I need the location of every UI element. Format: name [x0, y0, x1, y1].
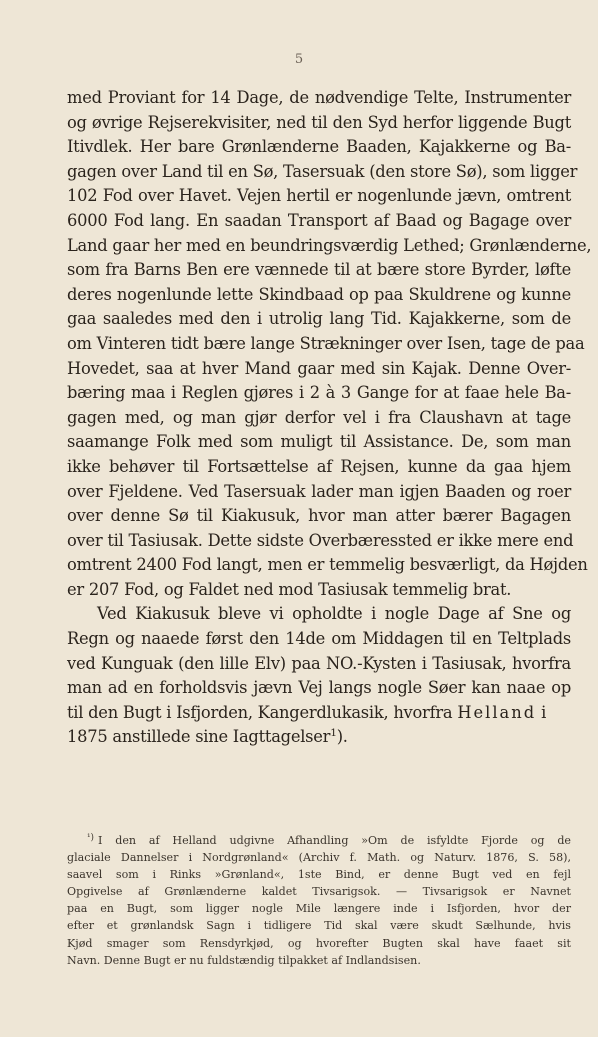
text-line: deres nogenlunde lette Skindbaad op paa Skuldrene og kunne [67, 284, 571, 304]
footnote-line: Kjød smager som Rensdyrkjød, og hvorefter Bugten skal have faaet sit [67, 936, 571, 950]
text-line: over Fjeldene. Ved Tasersuak lader man igjen Baaden og roer [67, 481, 571, 501]
text-line: Land gaar her med en beundringsværdig Lethed; Grønlænderne, [67, 235, 592, 255]
text-run: til den Bugt i Isfjorden, Kangerdlukasik, hvorfra [67, 702, 453, 722]
text-line: over denne Sø til Kiakusuk, hvor man atter bærer Bagagen [67, 506, 571, 526]
text-line: med Proviant for 14 Dage, de nødvendige Telte, Instrumenter [67, 88, 571, 107]
text-run: 1875 anstillede sine Iagttagelser [67, 727, 331, 747]
text-line: man ad en forholdsvis jævn Vej langs nogle Søer kan naae op [67, 678, 571, 698]
text-run: ). [336, 727, 348, 747]
author-name: Helland [457, 702, 537, 722]
footnote-line [67, 832, 571, 849]
footnote-line: Opgivelse af Grønlænderne kaldet Tivsarigsok. — Tivsarigsok er Navnet [67, 885, 571, 899]
footnote-reference: 1 [330, 727, 337, 740]
text-line: Regn og naaede først den 14de om Middagen til en Teltplads [67, 629, 571, 649]
text-line: ved Kunguak (den lille Elv) paa NO.-Kysten i Tasiusak, hvorfra [67, 653, 571, 673]
text-line: om Vinteren tidt bære lange Strækninger over Isen, tage de paa [67, 333, 585, 353]
footnote-line: efter et grønlandsk Sagn i tidligere Tid skal være skudt Sælhunde, hvis [67, 919, 571, 933]
footnote-line: glaciale Dannelser i Nordgrønland« (Archiv f. Math. og Naturv. 1876, S. 58), [67, 851, 571, 865]
text-line: bæring maa i Reglen gjøres i 2 à 3 Gange for at faae hele Ba- [67, 383, 571, 403]
footnote-line: saavel som i Rinks »Grønland«, 1ste Bind, er denne Bugt ved en fejl [67, 868, 571, 882]
text-line: og øvrige Rejserekvisiter, ned til den Syd herfor liggende Bugt [67, 112, 571, 132]
text-line: gaa saaledes med den i utrolig lang Tid. Kajakkerne, som de [67, 309, 571, 329]
main-text [67, 86, 592, 750]
text-line: Itivdlek. Her bare Grønlænderne Baaden, Kajakkerne og Ba- [67, 137, 571, 157]
text-line: gagen over Land til en Sø, Tasersuak (den store Sø), som ligger [67, 161, 578, 181]
paragraph-first-line: Ved Kiakusuk bleve vi opholdte i nogle Dage af Sne og [97, 604, 571, 624]
text-line: saamange Folk med som muligt til Assistance. De, som man [67, 432, 571, 452]
text-line-with-footnote-ref [67, 725, 571, 750]
text-line: over til Tasiusak. Dette sidste Overbæressted er ikke mere end [67, 530, 574, 550]
footnote-line: paa en Bugt, som ligger nogle Mile længere inde i Isfjorden, hvor der [67, 902, 571, 916]
text-line: 102 Fod over Havet. Vejen hertil er nogenlunde jævn, omtrent [67, 186, 571, 206]
text-line: 6000 Fod lang. En saadan Transport af Baad og Bagage over [67, 210, 571, 230]
text-run: I den af Helland udgivne Afhandling »Om de isfyldte Fjorde og de [98, 834, 571, 847]
text-line: Hovedet, saa at hver Mand gaar med sin Kajak. Denne Over- [67, 358, 571, 378]
text-line: er 207 Fod, og Faldet ned mod Tasiusak temmelig brat. [67, 579, 512, 599]
text-line: som fra Barns Ben ere vænnede til at bære store Byrder, løfte [67, 260, 571, 280]
text-line: ikke behøver til Fortsættelse af Rejsen, kunne da gaa hjem [67, 456, 571, 476]
footnote-line: Navn. Denne Bugt er nu fuldstændig tilpakket af Indlandsisen. [67, 953, 421, 967]
page-number: 5 [294, 52, 304, 67]
text-line-with-name: til den Bugt i Isfjorden, Kangerdlukasik, hvorfra Helland i [67, 702, 547, 722]
footnote-mark: ¹) [87, 833, 95, 844]
footnote [67, 832, 571, 969]
text-line: gagen med, og man gjør derfor vel i fra Claushavn at tage [67, 407, 571, 427]
text-line: omtrent 2400 Fod langt, men er temmelig besværligt, da Højden [67, 555, 588, 575]
